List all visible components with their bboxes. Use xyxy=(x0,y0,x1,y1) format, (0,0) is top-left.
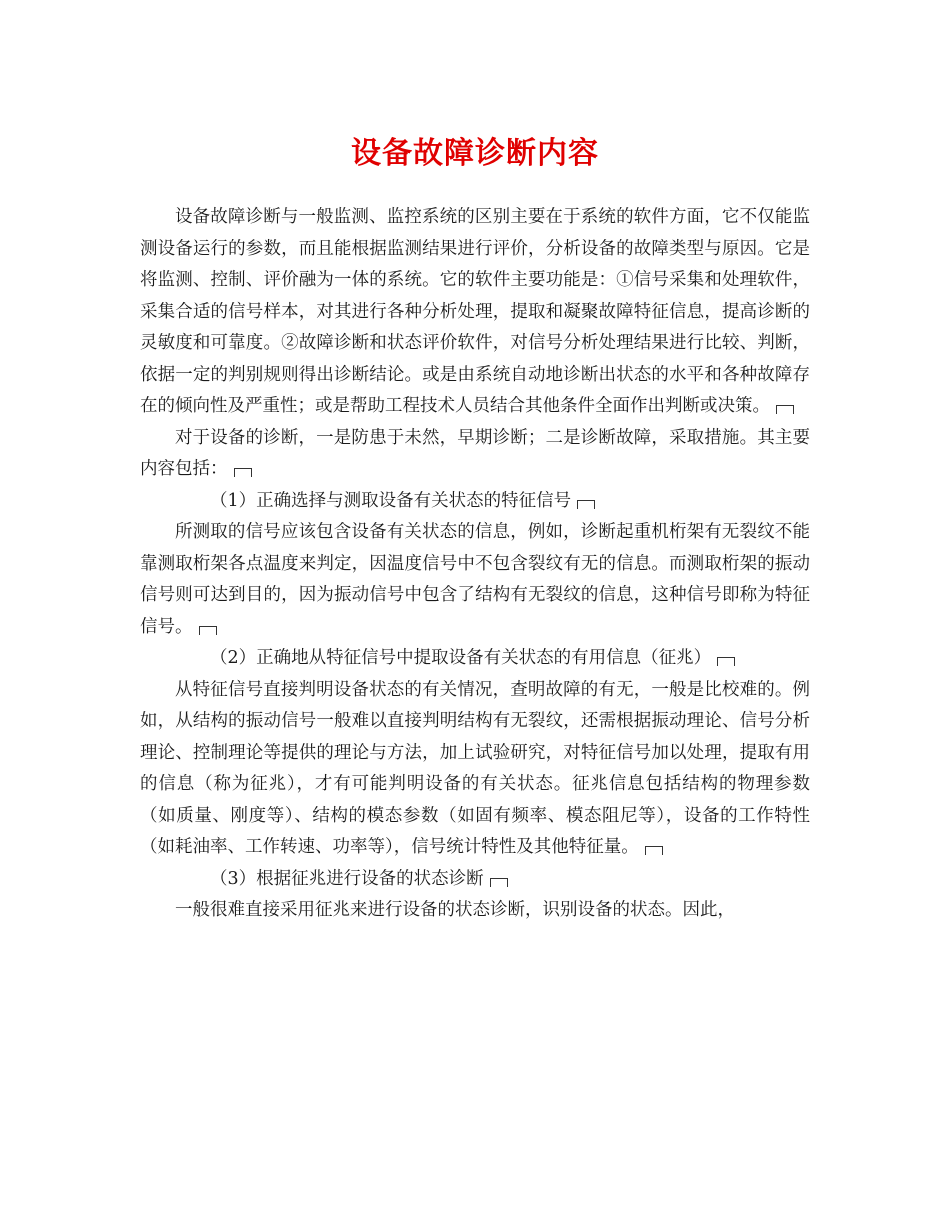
paragraph-text: 所测取的信号应该包含设备有关状态的信息，例如，诊断起重机桁架有无裂纹不能靠测取桁架各点温度来判定，因温度信号中不包含裂纹有无的信息。而测取桁架的振动信号则可达到目的，因为振动信号中包含了结构有无裂纹的信息，这种信号即称为特征信号。 xyxy=(140,522,810,637)
heading-text: （2）正确地从特征信号中提取设备有关状态的有用信息（征兆） xyxy=(210,648,712,668)
document-title: 设备故障诊断内容 xyxy=(351,136,599,171)
paragraph-mark-icon xyxy=(577,500,595,509)
heading-item-2 xyxy=(140,643,810,675)
paragraph-mark-icon xyxy=(645,846,663,855)
paragraph-text: 对于设备的诊断，一是防患于未然，早期诊断；二是诊断故障，采取措施。其主要内容包括： xyxy=(140,427,810,479)
paragraph-3 xyxy=(140,517,810,643)
paragraph-mark-icon xyxy=(776,405,794,414)
paragraph-text: 一般很难直接采用征兆来进行设备的状态诊断，识别设备的状态。因此， xyxy=(175,900,735,920)
paragraph-5 xyxy=(140,895,810,927)
paragraph-mark-icon xyxy=(717,657,735,666)
paragraph-mark-icon xyxy=(234,468,252,477)
heading-item-1 xyxy=(140,486,810,518)
paragraph-mark-icon xyxy=(490,878,508,887)
paragraph-mark-icon xyxy=(199,626,217,635)
paragraph-text: 设备故障诊断与一般监测、监控系统的区别主要在于系统的软件方面，它不仅能监测设备运行的参数，而且能根据监测结果进行评价，分析设备的故障类型与原因。它是将监测、控制、评价融为一体的系统。它的软件主要功能是：①信号采集和处理软件，采集合适的信号样本，对其进行各种分析处理，提取和凝聚故障特征信息，提高诊断的灵敏度和可靠度。②故障诊断和状态评价软件，对信号分析处理结果进行比较、判断，依据一定的判别规则得出诊断结论。或是由系统自动地诊断出状态的水平和各种故障存在的倾向性及严重性；或是帮助工程技术人员结合其他条件全面作出判断或决策。 xyxy=(140,207,810,416)
paragraph-1 xyxy=(140,202,810,423)
document-body xyxy=(140,202,810,927)
paragraph-4 xyxy=(140,675,810,864)
paragraph-text: 从特征信号直接判明设备状态的有关情况，查明故障的有无，一般是比校难的。例如，从结构的振动信号一般难以直接判明结构有无裂纹，还需根据振动理论、信号分析理论、控制理论等提供的理论与方法，加上试验研究，对特征信号加以处理，提取有用的信息（称为征兆），才有可能判明设备的有关状态。征兆信息包括结构的物理参数（如质量、刚度等）、结构的模态参数（如固有频率、模态阻尼等），设备的工作特性（如耗油率、工作转速、功率等），信号统计特性及其他特征量。 xyxy=(140,679,810,857)
heading-item-3 xyxy=(140,864,810,896)
heading-text: （1）正确选择与测取设备有关状态的特征信号 xyxy=(210,490,572,511)
paragraph-2 xyxy=(140,423,810,486)
heading-text: （3）根据征兆进行设备的状态诊断 xyxy=(210,868,484,889)
